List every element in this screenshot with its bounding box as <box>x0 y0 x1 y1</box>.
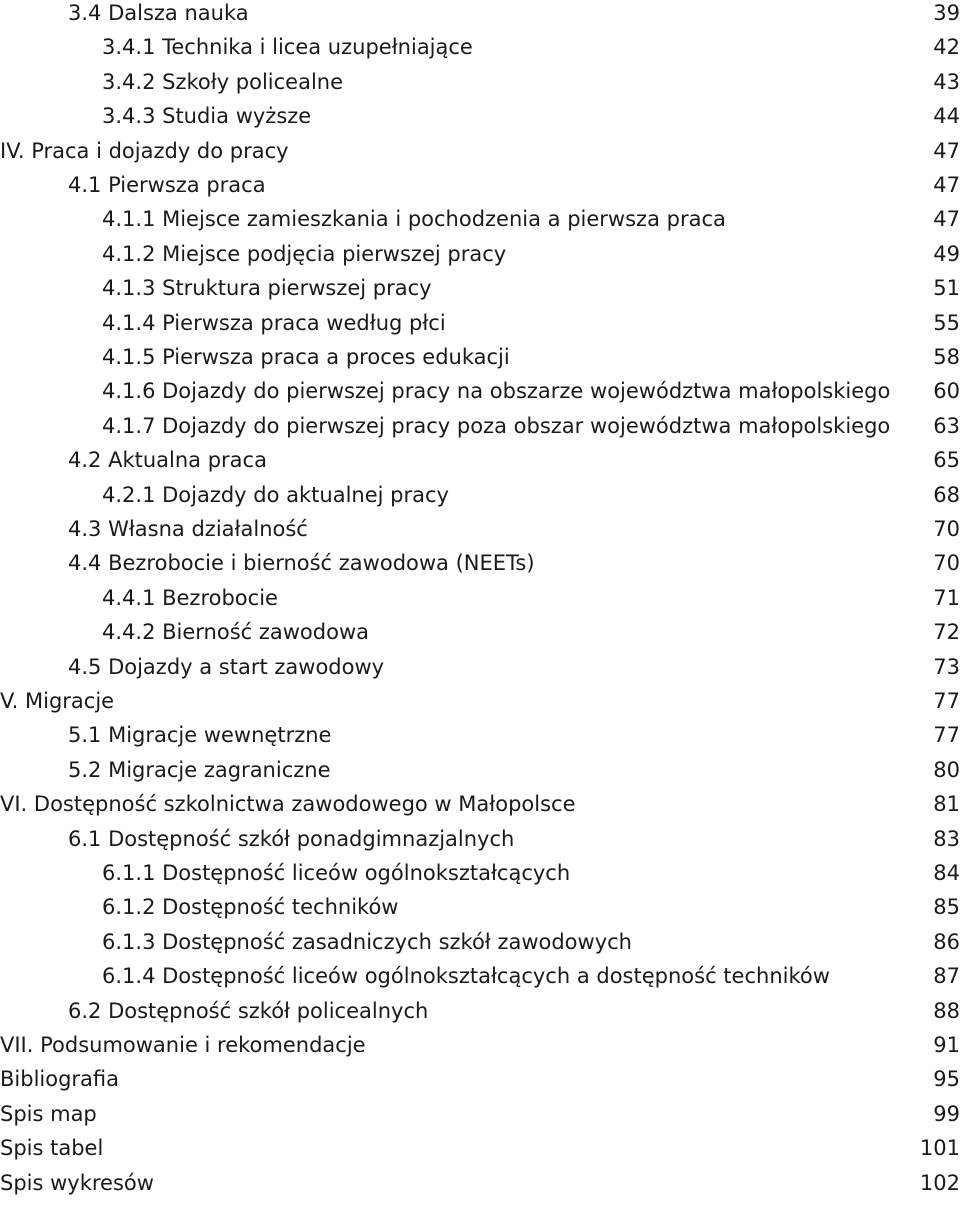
toc-entry-page-number: 43 <box>933 69 960 94</box>
toc-entry-page-number: 72 <box>933 620 960 645</box>
toc-entry[interactable] <box>0 551 960 585</box>
toc-entry-title: Spis map <box>0 1101 97 1126</box>
toc-entry-title: 5.1 Migracje wewnętrzne <box>68 723 332 748</box>
toc-entry[interactable] <box>0 517 960 551</box>
toc-entry-title: 4.4.1 Bezrobocie <box>102 585 278 610</box>
toc-entry[interactable] <box>0 999 960 1033</box>
toc-entry[interactable] <box>0 723 960 757</box>
toc-entry-page-number: 63 <box>933 413 960 438</box>
toc-entry-page-number: 71 <box>933 585 960 610</box>
toc-entry-title: 4.2.1 Dojazdy do aktualnej pracy <box>102 482 449 507</box>
toc-entry-title: 6.1.2 Dostępność techników <box>102 895 399 920</box>
toc-entry-page-number: 86 <box>933 929 960 954</box>
toc-entry-title: 4.1.4 Pierwsza praca według płci <box>102 310 446 335</box>
toc-entry[interactable] <box>0 35 960 69</box>
toc-entry-title: 6.1.1 Dostępność liceów ogólnokształcących <box>102 861 571 885</box>
toc-entry[interactable] <box>0 448 960 482</box>
toc-entry-title: 4.4 Bezrobocie i bierność zawodowa (NEETs) <box>68 551 535 576</box>
toc-entry[interactable] <box>0 139 960 173</box>
toc-entry-page-number: 49 <box>933 241 960 266</box>
toc-entry-page-number: 70 <box>933 551 960 576</box>
toc-entry-title: 6.1 Dostępność szkół ponadgimnazjalnych <box>68 826 515 851</box>
toc-entry-title: 4.5 Dojazdy a start zawodowy <box>68 654 385 679</box>
toc-entry-page-number: 91 <box>933 1033 960 1057</box>
toc-entry-page-number: 44 <box>933 104 960 129</box>
toc-entry[interactable] <box>0 242 960 276</box>
toc-entry-title: 5.2 Migracje zagraniczne <box>68 757 331 782</box>
toc-entry-page-number: 47 <box>933 138 960 163</box>
toc-entry-title: 4.1 Pierwsza praca <box>68 173 266 197</box>
toc-entry-page-number: 51 <box>933 276 960 301</box>
toc-entry[interactable] <box>0 276 960 310</box>
toc-entry-page-number: 58 <box>933 345 960 369</box>
toc-entry[interactable] <box>0 586 960 620</box>
toc-entry[interactable] <box>0 1067 960 1101</box>
toc-entry[interactable] <box>0 414 960 448</box>
toc-entry-title: 3.4.3 Studia wyższe <box>102 104 312 129</box>
toc-entry-page-number: 55 <box>933 310 960 335</box>
toc-entry[interactable] <box>0 964 960 998</box>
toc-entry[interactable] <box>0 861 960 895</box>
toc-entry-title: V. Migracje <box>0 689 115 713</box>
toc-entry-page-number: 81 <box>933 792 960 817</box>
toc-entry[interactable] <box>0 620 960 654</box>
toc-entry[interactable] <box>0 483 960 517</box>
toc-entry[interactable] <box>0 345 960 379</box>
toc-entry-title: Spis wykresów <box>0 1170 154 1195</box>
toc-entry[interactable] <box>0 104 960 138</box>
toc-entry-page-number: 70 <box>933 517 960 541</box>
toc-entry-page-number: 73 <box>933 654 960 679</box>
toc-entry-page-number: 101 <box>919 1136 960 1161</box>
toc-entry-title: VII. Podsumowanie i rekomendacje <box>0 1033 366 1057</box>
toc-entry[interactable] <box>0 1102 960 1136</box>
toc-entry[interactable] <box>0 930 960 964</box>
toc-entry-page-number: 60 <box>933 379 960 404</box>
toc-entry[interactable] <box>0 827 960 861</box>
toc-entry-page-number: 39 <box>933 1 960 25</box>
toc-entry-title: 4.1.2 Miejsce podjęcia pierwszej pracy <box>102 241 507 266</box>
toc-entry[interactable] <box>0 379 960 413</box>
toc-entry-title: 3.4 Dalsza nauka <box>68 1 249 25</box>
toc-entry-page-number: 42 <box>933 35 960 60</box>
toc-entry-title: 4.1.6 Dojazdy do pierwszej pracy na obszarze województwa małopolskiego <box>102 379 891 404</box>
toc-entry-title: 4.4.2 Bierność zawodowa <box>102 620 369 645</box>
toc-entry-title: 4.1.3 Struktura pierwszej pracy <box>102 276 432 301</box>
toc-entry[interactable] <box>0 1033 960 1067</box>
toc-entry-title: 3.4.1 Technika i licea uzupełniające <box>102 35 473 60</box>
toc-entry-title: 4.1.7 Dojazdy do pierwszej pracy poza obszar województwa małopolskiego <box>102 413 891 438</box>
toc-entry[interactable] <box>0 311 960 345</box>
toc-entry[interactable] <box>0 1136 960 1170</box>
toc-entry-page-number: 83 <box>933 826 960 851</box>
toc-entry-page-number: 77 <box>933 723 960 748</box>
toc-entry-page-number: 95 <box>933 1067 960 1092</box>
toc-entry-page-number: 47 <box>933 207 960 232</box>
toc-entry-page-number: 84 <box>933 861 960 885</box>
toc-entry[interactable] <box>0 655 960 689</box>
toc-entry-title: Spis tabel <box>0 1136 104 1161</box>
toc-entry-title: 6.1.3 Dostępność zasadniczych szkół zawodowych <box>102 929 632 954</box>
toc-entry-page-number: 102 <box>919 1170 960 1195</box>
toc-entry-title: 4.3 Własna działalność <box>68 517 308 541</box>
toc-entry-page-number: 47 <box>933 173 960 197</box>
toc-entry-page-number: 80 <box>933 757 960 782</box>
toc-entry[interactable] <box>0 173 960 207</box>
toc-entry-title: Bibliografia <box>0 1067 120 1092</box>
toc-entry-title: VI. Dostępność szkolnictwa zawodowego w Małopolsce <box>0 792 576 817</box>
toc-entry-page-number: 77 <box>933 689 960 713</box>
toc-entry-page-number: 87 <box>933 964 960 989</box>
toc-entry-title: IV. Praca i dojazdy do pracy <box>0 138 289 163</box>
toc-entry-page-number: 68 <box>933 482 960 507</box>
toc-entry[interactable] <box>0 1171 960 1205</box>
toc-entry[interactable] <box>0 70 960 104</box>
toc-entry-page-number: 88 <box>933 998 960 1023</box>
toc-entry-page-number: 85 <box>933 895 960 920</box>
toc-entry-title: 6.1.4 Dostępność liceów ogólnokształcących a dostępność techników <box>102 964 830 989</box>
toc-entry[interactable] <box>0 689 960 723</box>
toc-entry-title: 4.2 Aktualna praca <box>68 448 267 473</box>
toc-entry-title: 4.1.5 Pierwsza praca a proces edukacji <box>102 345 510 369</box>
toc-entry-title: 6.2 Dostępność szkół policealnych <box>68 998 429 1023</box>
toc-entry-title: 3.4.2 Szkoły policealne <box>102 69 344 94</box>
toc-entry[interactable] <box>0 207 960 241</box>
toc-entry-title: 4.1.1 Miejsce zamieszkania i pochodzenia a pierwsza praca <box>102 207 726 232</box>
toc-entry[interactable] <box>0 1 960 35</box>
toc-entry[interactable] <box>0 792 960 826</box>
toc-entry-page-number: 99 <box>933 1101 960 1126</box>
toc-entry[interactable] <box>0 895 960 929</box>
toc-entry-page-number: 65 <box>933 448 960 473</box>
toc-entry[interactable] <box>0 758 960 792</box>
